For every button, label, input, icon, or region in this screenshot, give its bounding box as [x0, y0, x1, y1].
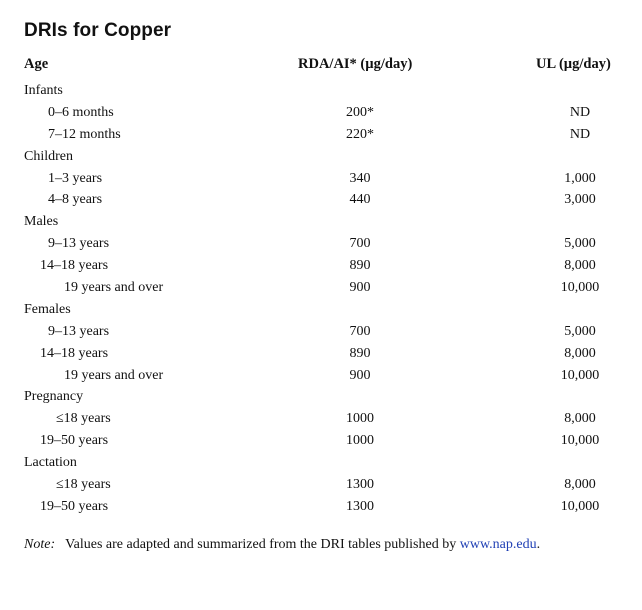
group-label: Children — [24, 148, 73, 164]
age-cell: 19 years and over — [64, 367, 164, 383]
age-cell: 4–8 years — [48, 192, 103, 208]
rda-cell: 1000 — [346, 433, 374, 449]
rda-column-header: RDA/AI* (µg/day) — [298, 56, 413, 72]
ul-cell: 3,000 — [564, 192, 596, 208]
ul-cell: 5,000 — [564, 236, 596, 252]
age-cell: 19 years and over — [64, 280, 164, 296]
group-row — [0, 386, 642, 408]
ul-cell: 1,000 — [564, 170, 596, 186]
group-row — [0, 146, 642, 168]
group-label: Infants — [24, 83, 63, 98]
table-row — [0, 102, 642, 124]
age-cell: 9–13 years — [48, 323, 110, 339]
nap-link[interactable]: www.nap.edu — [459, 537, 537, 552]
ul-cell: 5,000 — [564, 323, 596, 339]
table-row — [0, 343, 642, 365]
table-row — [0, 255, 642, 277]
group-row — [0, 211, 642, 233]
rda-cell: 700 — [349, 323, 371, 339]
rda-cell: 1000 — [346, 411, 374, 427]
group-label: Lactation — [24, 455, 77, 471]
ul-cell: 10,000 — [560, 280, 600, 296]
rda-cell: 440 — [349, 192, 371, 208]
table-body — [0, 80, 642, 518]
group-label: Pregnancy — [24, 389, 84, 405]
rda-cell: 340 — [349, 170, 371, 186]
table-row — [0, 233, 642, 255]
note-end: . — [536, 537, 541, 552]
age-cell: 14–18 years — [40, 345, 109, 361]
rda-cell: 1300 — [346, 498, 374, 514]
table-row — [0, 496, 642, 518]
age-cell: 0–6 months — [48, 104, 114, 120]
table-row — [0, 168, 642, 190]
table-row — [0, 430, 642, 452]
ul-cell: 10,000 — [560, 498, 600, 514]
ul-cell: 8,000 — [564, 258, 596, 274]
age-cell: 7–12 months — [48, 126, 121, 142]
note-label: Note: — [24, 537, 56, 552]
rda-cell: 890 — [349, 258, 371, 274]
table-row — [0, 124, 642, 146]
table-row — [0, 189, 642, 211]
group-row — [0, 452, 642, 474]
table-row — [0, 321, 642, 343]
rda-cell: 220* — [346, 126, 374, 142]
table-row — [0, 277, 642, 299]
age-cell: ≤18 years — [56, 477, 111, 493]
rda-cell: 900 — [349, 367, 371, 383]
rda-cell: 700 — [349, 236, 371, 252]
group-label: Males — [24, 214, 59, 230]
rda-cell: 1300 — [346, 477, 374, 493]
age-column-header: Age — [24, 56, 49, 72]
group-row — [0, 80, 642, 102]
rda-cell: 890 — [349, 345, 371, 361]
rda-cell: 200* — [346, 104, 374, 120]
table-row — [0, 408, 642, 430]
table-title: DRIs for Copper — [24, 20, 172, 41]
ul-cell: ND — [569, 126, 591, 142]
group-label: Females — [24, 301, 71, 317]
table-row — [0, 474, 642, 496]
age-cell: 19–50 years — [40, 498, 109, 514]
ul-cell: 8,000 — [564, 345, 596, 361]
table-note — [24, 537, 540, 553]
age-cell: 1–3 years — [48, 170, 103, 186]
age-cell: 19–50 years — [40, 433, 109, 449]
ul-column-header: UL (µg/day) — [536, 56, 611, 72]
group-row — [0, 299, 642, 321]
age-cell: ≤18 years — [56, 411, 111, 427]
age-cell: 14–18 years — [40, 258, 109, 274]
note-text: Values are adapted and summarized from the DRI tables published by — [65, 537, 460, 552]
age-cell: 9–13 years — [48, 236, 110, 252]
rda-cell: 900 — [349, 280, 371, 296]
ul-cell: 8,000 — [564, 411, 596, 427]
ul-cell: 10,000 — [560, 367, 600, 383]
ul-cell: 8,000 — [564, 477, 596, 493]
table-row — [0, 365, 642, 387]
ul-cell: ND — [569, 104, 591, 120]
ul-cell: 10,000 — [560, 433, 600, 449]
